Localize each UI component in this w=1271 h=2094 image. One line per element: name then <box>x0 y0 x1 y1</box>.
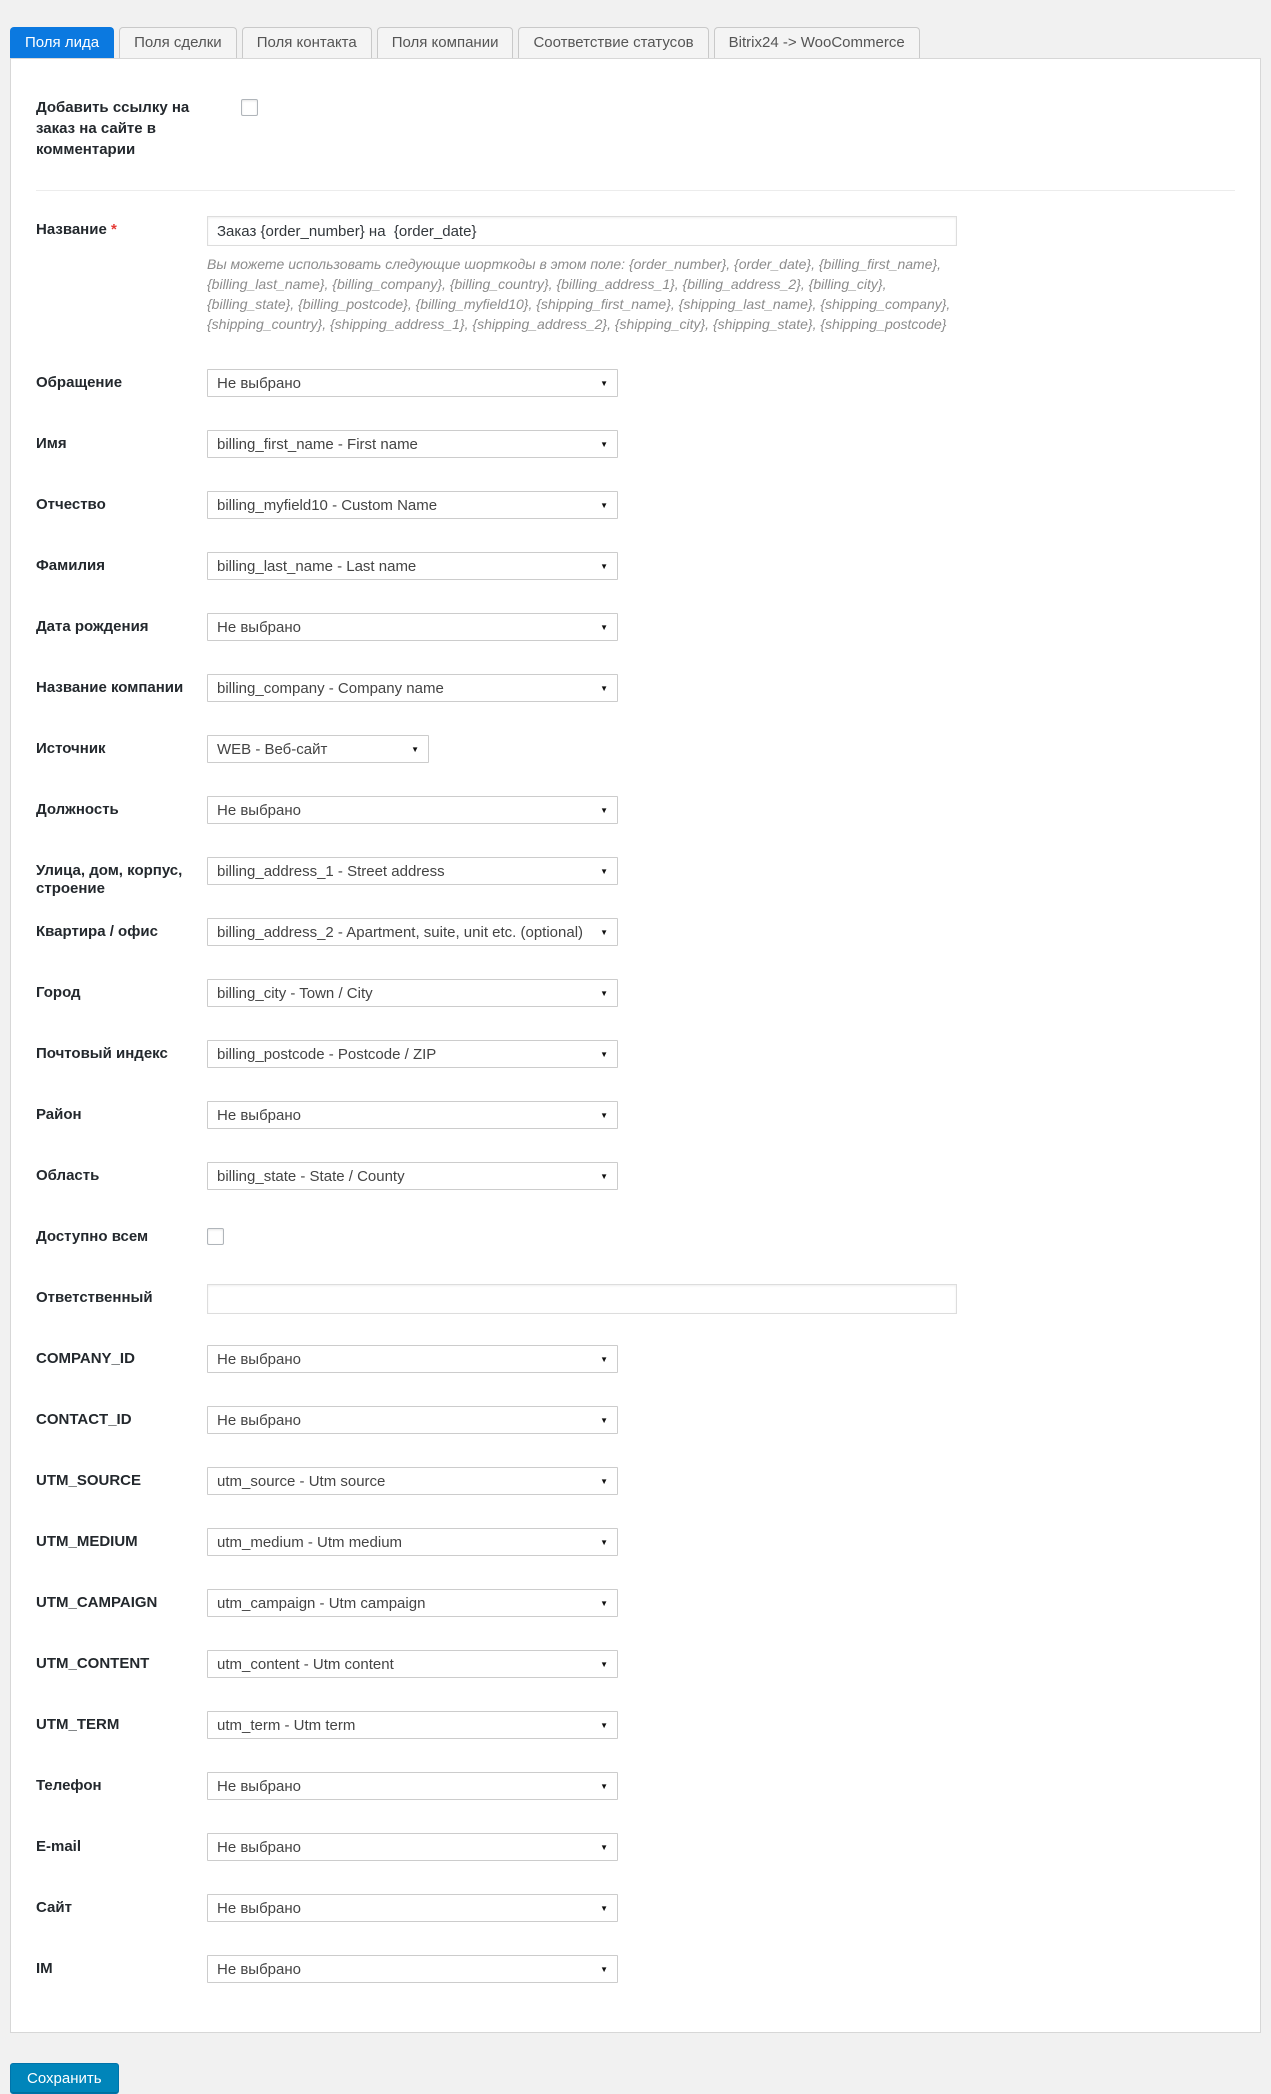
dropdown-arrow-icon: ▼ <box>600 1903 608 1913</box>
city-select[interactable] <box>207 979 618 1007</box>
field-row-birth-date <box>36 613 1235 641</box>
postcode-select[interactable] <box>207 1040 618 1068</box>
select-value: Не выбрано <box>217 1838 301 1856</box>
select-value: Не выбрано <box>217 801 301 819</box>
dropdown-arrow-icon: ▼ <box>600 561 608 571</box>
field-row-responsible <box>36 1284 1235 1312</box>
appeal-select[interactable] <box>207 369 618 397</box>
dropdown-arrow-icon: ▼ <box>600 1415 608 1425</box>
select-value: utm_campaign - Utm campaign <box>217 1594 426 1612</box>
field-row-last-name <box>36 552 1235 580</box>
field-row-add-order-link <box>36 97 1235 160</box>
dropdown-arrow-icon: ▼ <box>600 500 608 510</box>
tab-contact-fields[interactable]: Поля контакта <box>242 27 372 58</box>
field-label: Дата рождения <box>36 618 149 635</box>
select-value: Не выбрано <box>217 1411 301 1429</box>
field-label: Район <box>36 1106 82 1123</box>
dropdown-arrow-icon: ▼ <box>600 683 608 693</box>
dropdown-arrow-icon: ▼ <box>600 1720 608 1730</box>
lead-fields-settings-panel <box>10 58 1261 2033</box>
dropdown-arrow-icon: ▼ <box>600 1171 608 1181</box>
field-label: IM <box>36 1960 53 1977</box>
field-row-postcode <box>36 1040 1235 1068</box>
select-value: Не выбрано <box>217 1106 301 1124</box>
utm-source-select[interactable] <box>207 1467 618 1495</box>
phone-select[interactable] <box>207 1772 618 1800</box>
footer <box>10 2063 1271 2094</box>
select-value: billing_address_1 - Street address <box>217 862 445 880</box>
field-label: Сайт <box>36 1899 72 1916</box>
field-label: Телефон <box>36 1777 102 1794</box>
required-asterisk: * <box>110 221 117 238</box>
field-row-contact-id <box>36 1406 1235 1434</box>
field-row-company-name <box>36 674 1235 702</box>
dropdown-arrow-icon: ▼ <box>600 439 608 449</box>
dropdown-arrow-icon: ▼ <box>600 1659 608 1669</box>
dropdown-arrow-icon: ▼ <box>600 927 608 937</box>
field-row-city <box>36 979 1235 1007</box>
field-label: Обращение <box>36 374 123 391</box>
street-address-select[interactable] <box>207 857 618 885</box>
divider <box>36 190 1235 191</box>
field-row-utm-source <box>36 1467 1235 1495</box>
middle-name-select[interactable] <box>207 491 618 519</box>
company-name-select[interactable] <box>207 674 618 702</box>
field-row-first-name <box>36 430 1235 458</box>
tab-status-mapping[interactable]: Соответствие статусов <box>518 27 708 58</box>
field-label: Город <box>36 984 81 1001</box>
select-value: billing_state - State / County <box>217 1167 405 1185</box>
dropdown-arrow-icon: ▼ <box>600 1537 608 1547</box>
field-row-position <box>36 796 1235 824</box>
dropdown-arrow-icon: ▼ <box>600 1354 608 1364</box>
company-id-select[interactable] <box>207 1345 618 1373</box>
field-row-website <box>36 1894 1235 1922</box>
select-value: utm_medium - Utm medium <box>217 1533 403 1551</box>
field-label: Квартира / офис <box>36 923 158 940</box>
field-row-middle-name <box>36 491 1235 519</box>
select-value: utm_term - Utm term <box>217 1716 356 1734</box>
field-row-utm-term <box>36 1711 1235 1739</box>
field-label: UTM_SOURCE <box>36 1472 142 1489</box>
shortcodes-hint: Вы можете использовать следующие шорткоды в этом поле: {order_number}, {order_date}, {billing_first_name}, {billing_last_name}, {billing_company}, {billing_country}, {billing_address_1}, {billing_address_2}, {billing_city}, {billing_state}, {billing_postcode}, {billing_myfield10}, {shipping_first_name}, {shipping_last_name}, {shipping_company}, {shipping_country}, {shipping_address_1}, {shipping_address_2}, {shipping_city}, {shipping_state}, {shipping_postcode} <box>207 256 951 332</box>
tab-deal-fields[interactable]: Поля сделки <box>119 27 237 58</box>
field-label: Доступно всем <box>36 1228 149 1245</box>
dropdown-arrow-icon: ▼ <box>600 1781 608 1791</box>
utm-medium-select[interactable] <box>207 1528 618 1556</box>
field-row-appeal <box>36 369 1235 397</box>
contact-id-select[interactable] <box>207 1406 618 1434</box>
responsible-input[interactable] <box>207 1284 957 1314</box>
field-row-utm-campaign <box>36 1589 1235 1617</box>
field-row-utm-medium <box>36 1528 1235 1556</box>
select-value: billing_first_name - First name <box>217 435 418 453</box>
select-value: billing_postcode - Postcode / ZIP <box>217 1045 437 1063</box>
field-row-phone <box>36 1772 1235 1800</box>
field-label: COMPANY_ID <box>36 1350 135 1367</box>
select-value: Не выбрано <box>217 1777 301 1795</box>
dropdown-arrow-icon: ▼ <box>600 378 608 388</box>
field-row-utm-content <box>36 1650 1235 1678</box>
tab-bitrix24-woocommerce[interactable]: Bitrix24 -> WooCommerce <box>714 27 920 58</box>
field-row-available-to-all <box>36 1223 1235 1251</box>
save-button[interactable]: Сохранить <box>10 2063 119 2094</box>
field-row-street-address <box>36 857 1235 897</box>
region-select[interactable] <box>207 1162 618 1190</box>
dropdown-arrow-icon: ▼ <box>600 1598 608 1608</box>
dropdown-arrow-icon: ▼ <box>600 1842 608 1852</box>
first-name-select[interactable] <box>207 430 618 458</box>
field-rows-container <box>36 369 1235 1983</box>
select-value: billing_address_2 - Apartment, suite, unit etc. (optional) <box>217 923 584 941</box>
birth-date-select[interactable] <box>207 613 618 641</box>
dropdown-arrow-icon: ▼ <box>600 1964 608 1974</box>
field-label: Улица, дом, корпус, строение <box>36 862 183 897</box>
field-label: Источник <box>36 740 106 757</box>
dropdown-arrow-icon: ▼ <box>600 1476 608 1486</box>
select-value: utm_content - Utm content <box>217 1655 394 1673</box>
name-label-text: Название <box>36 221 107 238</box>
dropdown-arrow-icon: ▼ <box>600 1049 608 1059</box>
field-label: Фамилия <box>36 557 105 574</box>
field-row-im <box>36 1955 1235 1983</box>
field-row-lead-name <box>36 216 1235 334</box>
tab-lead-fields[interactable]: Поля лида <box>10 27 114 58</box>
website-select[interactable] <box>207 1894 618 1922</box>
district-select[interactable] <box>207 1101 618 1129</box>
field-label: Отчество <box>36 496 106 513</box>
tab-company-fields[interactable]: Поля компании <box>377 27 514 58</box>
position-select[interactable] <box>207 796 618 824</box>
dropdown-arrow-icon: ▼ <box>600 1110 608 1120</box>
lead-name-input[interactable] <box>207 216 957 246</box>
select-value: billing_last_name - Last name <box>217 557 417 575</box>
select-value: Не выбрано <box>217 1350 301 1368</box>
apartment-select[interactable] <box>207 918 618 946</box>
utm-content-select[interactable] <box>207 1650 618 1678</box>
dropdown-arrow-icon: ▼ <box>600 805 608 815</box>
source-select[interactable] <box>207 735 429 763</box>
select-value: Не выбрано <box>217 1899 301 1917</box>
field-row-apartment <box>36 918 1235 946</box>
dropdown-arrow-icon: ▼ <box>600 866 608 876</box>
utm-term-select[interactable] <box>207 1711 618 1739</box>
last-name-select[interactable] <box>207 552 618 580</box>
field-label: UTM_TERM <box>36 1716 120 1733</box>
field-row-company-id <box>36 1345 1235 1373</box>
im-select[interactable] <box>207 1955 618 1983</box>
select-value: utm_source - Utm source <box>217 1472 386 1490</box>
field-label: Область <box>36 1167 100 1184</box>
field-label: CONTACT_ID <box>36 1411 132 1428</box>
field-label: Почтовый индекс <box>36 1045 168 1062</box>
field-label: Имя <box>36 435 67 452</box>
field-label: Название компании <box>36 679 184 696</box>
field-row-source <box>36 735 1235 763</box>
dropdown-arrow-icon: ▼ <box>600 988 608 998</box>
field-row-district <box>36 1101 1235 1129</box>
select-value: WEB - Веб-сайт <box>217 740 328 758</box>
dropdown-arrow-icon: ▼ <box>411 744 419 754</box>
field-label <box>36 216 207 334</box>
add-order-link-checkbox[interactable] <box>241 99 258 116</box>
available-to-all-checkbox[interactable] <box>207 1228 224 1245</box>
utm-campaign-select[interactable] <box>207 1589 618 1617</box>
field-label: E-mail <box>36 1838 82 1855</box>
field-label: Должность <box>36 801 119 818</box>
field-label: Ответственный <box>36 1289 153 1306</box>
select-value: billing_myfield10 - Custom Name <box>217 496 438 514</box>
select-value: Не выбрано <box>217 1960 301 1978</box>
field-row-email <box>36 1833 1235 1861</box>
field-label: UTM_CONTENT <box>36 1655 150 1672</box>
field-label: Добавить ссылку на заказ на сайте в комментарии <box>36 99 190 158</box>
tab-bar <box>10 27 1271 58</box>
email-select[interactable] <box>207 1833 618 1861</box>
select-value: billing_city - Town / City <box>217 984 373 1002</box>
select-value: Не выбрано <box>217 374 301 392</box>
dropdown-arrow-icon: ▼ <box>600 622 608 632</box>
select-value: Не выбрано <box>217 618 301 636</box>
select-value: billing_company - Company name <box>217 679 444 697</box>
field-label: UTM_MEDIUM <box>36 1533 138 1550</box>
field-row-region <box>36 1162 1235 1190</box>
field-label: UTM_CAMPAIGN <box>36 1594 158 1611</box>
